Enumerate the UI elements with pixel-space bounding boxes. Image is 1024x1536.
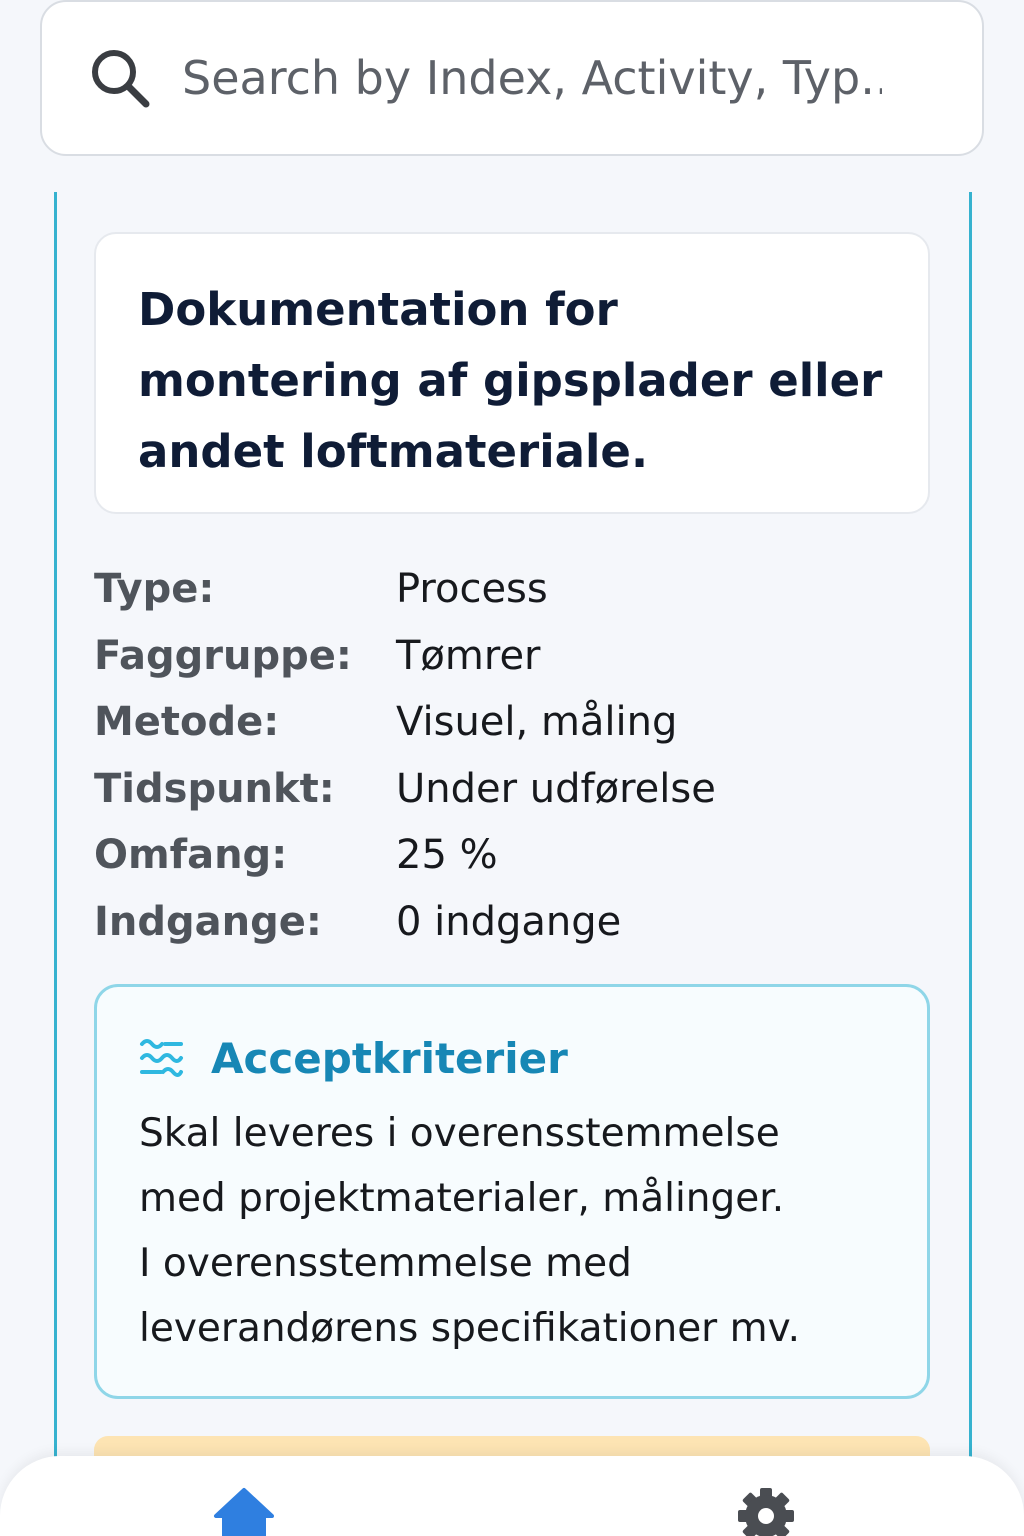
acceptance-criteria-panel [94, 984, 930, 1399]
detail-row-metode [94, 689, 930, 756]
search-icon [86, 44, 154, 112]
detail-label: Faggruppe: [94, 632, 352, 679]
detail-row-omfang [94, 822, 930, 889]
criteria-icon [139, 1035, 185, 1081]
criteria-line: med projektmaterialer, målinger. [139, 1176, 785, 1221]
criteria-header [139, 1023, 885, 1093]
detail-value: 0 indgange [396, 898, 622, 945]
detail-label: Omfang: [94, 832, 288, 879]
home-icon[interactable] [212, 1486, 276, 1536]
detail-value: Under udførelse [396, 765, 716, 812]
gear-icon[interactable] [736, 1486, 796, 1536]
item-title-box [94, 232, 930, 514]
detail-value: Process [396, 566, 548, 613]
item-title: Dokumentation for montering af gipsplader eller andet loftmateriale. [138, 283, 883, 478]
bottom-nav [0, 1456, 1024, 1536]
criteria-line: Skal leveres i overensstemmelse [139, 1111, 780, 1156]
detail-value: 25 % [396, 832, 498, 879]
detail-value: Visuel, måling [396, 699, 678, 746]
detail-label: Indgange: [94, 898, 322, 945]
detail-value: Tømrer [396, 632, 541, 679]
search-input[interactable] [182, 51, 882, 105]
criteria-title: Acceptkriterier [211, 1033, 568, 1083]
detail-row-indgange [94, 889, 930, 956]
detail-label: Metode: [94, 699, 280, 746]
item-details [94, 556, 930, 955]
detail-row-faggruppe [94, 623, 930, 690]
criteria-text [139, 1101, 885, 1361]
detail-label: Type: [94, 566, 215, 613]
detail-row-tidspunkt [94, 756, 930, 823]
criteria-line: leverandørens specifikationer mv. [139, 1306, 801, 1351]
detail-label: Tidspunkt: [94, 765, 335, 812]
detail-row-type [94, 556, 930, 623]
criteria-line: I overensstemmelse med [139, 1241, 632, 1286]
search-bar[interactable] [40, 0, 984, 156]
